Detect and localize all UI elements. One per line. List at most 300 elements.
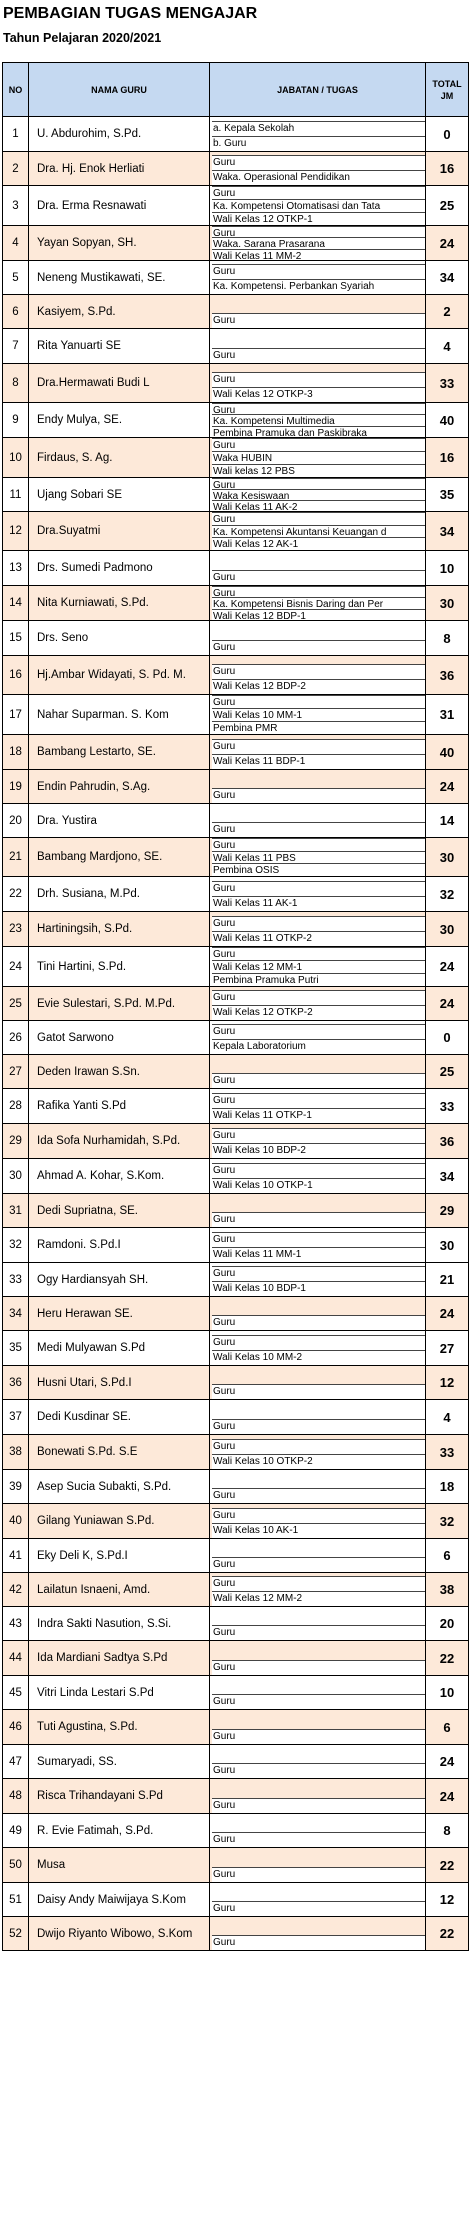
table-row bbox=[2, 1676, 469, 1710]
assignment-cell bbox=[210, 364, 426, 402]
column-header-total-jm: TOTAL JM bbox=[432, 78, 462, 101]
table-row bbox=[2, 438, 469, 478]
assignment-item: Wali Kelas 11 OTKP-2 bbox=[212, 931, 425, 946]
teacher-name: Husni Utari, S.Pd.I bbox=[29, 1366, 210, 1399]
assignment-cell bbox=[210, 551, 426, 585]
total-jm: 29 bbox=[439, 1203, 455, 1218]
assignment-item: Wali Kelas 12 MM-2 bbox=[212, 1591, 425, 1606]
table-row bbox=[2, 364, 469, 403]
assignment-item: Guru bbox=[212, 1508, 425, 1523]
table-row bbox=[2, 838, 469, 877]
teacher-name: Tini Hartini, S.Pd. bbox=[29, 947, 210, 986]
assignment-item: Guru bbox=[212, 226, 425, 237]
teacher-name: Neneng Mustikawati, SE. bbox=[29, 261, 210, 294]
assignment-item: Guru bbox=[212, 1266, 425, 1281]
total-jm: 40 bbox=[439, 744, 455, 760]
teacher-name: Tuti Agustina, S.Pd. bbox=[29, 1710, 210, 1744]
total-jm: 25 bbox=[439, 1064, 455, 1079]
table-row bbox=[2, 1435, 469, 1470]
assignment-cell bbox=[210, 117, 426, 151]
assignment-item: Guru bbox=[212, 570, 425, 585]
assignment-cell bbox=[210, 1573, 426, 1606]
row-number: 49 bbox=[3, 1814, 29, 1847]
table-row bbox=[2, 186, 469, 226]
teacher-name: Endin Pahrudin, S.Ag. bbox=[29, 770, 210, 803]
teacher-name: Deden Irawan S.Sn. bbox=[29, 1055, 210, 1088]
total-jm: 24 bbox=[439, 779, 455, 794]
row-number: 34 bbox=[3, 1297, 29, 1330]
row-number: 10 bbox=[3, 438, 29, 477]
assignment-cell bbox=[210, 1331, 426, 1365]
assignment-item: Guru bbox=[212, 947, 425, 960]
total-jm: 21 bbox=[439, 1272, 455, 1287]
total-jm: 31 bbox=[439, 707, 455, 722]
row-number: 23 bbox=[3, 912, 29, 946]
assignment-item: Wali kelas 12 PBS bbox=[212, 464, 425, 477]
assignment-item: Guru bbox=[212, 1419, 425, 1434]
assignment-cell bbox=[210, 1883, 426, 1916]
row-number: 38 bbox=[3, 1435, 29, 1469]
assignment-item: Guru bbox=[212, 1093, 425, 1108]
teacher-name: Dedi Kusdinar SE. bbox=[29, 1400, 210, 1434]
row-number: 30 bbox=[3, 1159, 29, 1193]
row-number: 4 bbox=[3, 226, 29, 260]
assignment-cell bbox=[210, 438, 426, 477]
assignment-item: Wali Kelas 11 AK-1 bbox=[212, 896, 425, 911]
table-row bbox=[2, 1055, 469, 1089]
row-number: 33 bbox=[3, 1263, 29, 1296]
assignment-cell bbox=[210, 621, 426, 655]
table-row bbox=[2, 1331, 469, 1366]
assignment-item: Guru bbox=[212, 1867, 425, 1882]
teacher-name: Bambang Lestarto, SE. bbox=[29, 735, 210, 769]
assignment-item: Guru bbox=[212, 1439, 425, 1454]
assignment-cell bbox=[210, 261, 426, 294]
assignment-item: Wali Kelas 12 OTKP-3 bbox=[212, 387, 425, 402]
assignment-item: Guru bbox=[212, 1729, 425, 1744]
row-number: 51 bbox=[3, 1883, 29, 1916]
table-row bbox=[2, 1814, 469, 1848]
teacher-name: Dra. Erma Resnawati bbox=[29, 186, 210, 225]
assignment-item: Wali Kelas 11 MM-1 bbox=[212, 1247, 425, 1262]
table-row bbox=[2, 1470, 469, 1504]
row-number: 50 bbox=[3, 1848, 29, 1882]
assignment-cell bbox=[210, 1676, 426, 1709]
assignment-item: Wali Kelas 10 AK-1 bbox=[212, 1523, 425, 1538]
total-jm: 25 bbox=[439, 198, 455, 213]
assignment-cell bbox=[210, 152, 426, 185]
row-number: 42 bbox=[3, 1573, 29, 1606]
row-number: 37 bbox=[3, 1400, 29, 1434]
table-row bbox=[2, 987, 469, 1021]
teacher-name: R. Evie Fatimah, S.Pd. bbox=[29, 1814, 210, 1847]
total-jm: 16 bbox=[439, 161, 455, 176]
teacher-name: Dra.Hermawati Budi L bbox=[29, 364, 210, 402]
assignment-item: Kepala Laboratorium bbox=[212, 1039, 425, 1054]
row-number: 43 bbox=[3, 1607, 29, 1640]
assignment-item: Guru bbox=[212, 264, 425, 279]
teacher-name: Medi Mulyawan S.Pd bbox=[29, 1331, 210, 1365]
document-subtitle: Tahun Pelajaran 2020/2021 bbox=[3, 31, 162, 45]
assignment-item: Wali Kelas 10 OTKP-1 bbox=[212, 1178, 425, 1193]
assignment-item: Wali Kelas 10 MM-2 bbox=[212, 1350, 425, 1365]
total-jm: 32 bbox=[439, 1513, 455, 1529]
table-body bbox=[2, 117, 469, 1951]
total-jm: 33 bbox=[439, 375, 455, 391]
row-number: 6 bbox=[3, 295, 29, 328]
assignment-item: Waka. Operasional Pendidikan bbox=[212, 170, 425, 185]
assignment-cell bbox=[210, 1470, 426, 1503]
assignment-item: Guru bbox=[212, 372, 425, 387]
assignment-item: Guru bbox=[212, 1128, 425, 1143]
assignment-cell bbox=[210, 1124, 426, 1158]
assignment-item: Guru bbox=[212, 990, 425, 1005]
table-row bbox=[2, 551, 469, 586]
assignment-cell bbox=[210, 1366, 426, 1399]
assignment-cell bbox=[210, 1848, 426, 1882]
table-row bbox=[2, 295, 469, 329]
assignment-item: Waka Kesiswaan bbox=[212, 489, 425, 500]
assignment-cell bbox=[210, 804, 426, 837]
assignment-item: Ka. Kompetensi Multimedia bbox=[212, 414, 425, 425]
assignment-item: Ka. Kompetensi. Perbankan Syariah bbox=[212, 279, 425, 294]
row-number: 22 bbox=[3, 877, 29, 911]
assignment-item: Guru bbox=[212, 1232, 425, 1247]
table-row bbox=[2, 1779, 469, 1814]
assignment-cell bbox=[210, 1607, 426, 1640]
teacher-name: Bonewati S.Pd. S.E bbox=[29, 1435, 210, 1469]
teacher-name: Evie Sulestari, S.Pd. M.Pd. bbox=[29, 987, 210, 1020]
assignment-item: Guru bbox=[212, 1625, 425, 1640]
assignment-cell bbox=[210, 186, 426, 225]
assignment-item: Guru bbox=[212, 512, 425, 525]
table-row bbox=[2, 1848, 469, 1883]
table-row bbox=[2, 152, 469, 186]
assignment-cell bbox=[210, 1539, 426, 1572]
assignment-item: Waka HUBIN bbox=[212, 451, 425, 464]
assignment-item: Guru bbox=[212, 1832, 425, 1847]
teacher-name: Risca Trihandayani S.Pd bbox=[29, 1779, 210, 1813]
assignment-item: Wali Kelas 11 AK-2 bbox=[212, 500, 425, 511]
assignment-item: Guru bbox=[212, 1335, 425, 1350]
total-jm: 14 bbox=[439, 813, 455, 828]
row-number: 27 bbox=[3, 1055, 29, 1088]
total-jm: 22 bbox=[439, 1926, 455, 1941]
teacher-name: Heru Herawan SE. bbox=[29, 1297, 210, 1330]
table-row bbox=[2, 621, 469, 656]
row-number: 45 bbox=[3, 1676, 29, 1709]
assignment-item: Wali Kelas 11 MM-2 bbox=[212, 249, 425, 260]
teacher-name: Gilang Yuniawan S.Pd. bbox=[29, 1504, 210, 1538]
assignment-cell bbox=[210, 735, 426, 769]
row-number: 26 bbox=[3, 1021, 29, 1054]
total-jm: 8 bbox=[443, 1823, 451, 1838]
table-row bbox=[2, 1917, 469, 1951]
assignment-item: Wali Kelas 12 AK-1 bbox=[212, 537, 425, 550]
row-number: 11 bbox=[3, 478, 29, 511]
assignment-item: Guru bbox=[212, 1935, 425, 1950]
assignment-cell bbox=[210, 912, 426, 946]
total-jm: 4 bbox=[443, 1409, 451, 1425]
table-row bbox=[2, 1124, 469, 1159]
table-row bbox=[2, 947, 469, 987]
teacher-name: Lailatun Isnaeni, Amd. bbox=[29, 1573, 210, 1606]
row-number: 48 bbox=[3, 1779, 29, 1813]
total-jm: 2 bbox=[443, 304, 451, 319]
assignment-item: Pembina Pramuka dan Paskibraka bbox=[212, 426, 425, 437]
assignment-item: Guru bbox=[212, 348, 425, 363]
total-jm: 32 bbox=[439, 886, 455, 902]
teacher-name: Hartiningsih, S.Pd. bbox=[29, 912, 210, 946]
assignment-cell bbox=[210, 1504, 426, 1538]
assignment-item: Ka. Kompetensi Bisnis Daring dan Per bbox=[212, 597, 425, 608]
assignment-item: Wali Kelas 12 OTKP-1 bbox=[212, 212, 425, 225]
column-header-jabatan-tugas: JABATAN / TUGAS bbox=[210, 63, 426, 116]
table-row bbox=[2, 877, 469, 912]
teacher-name: Dra. Hj. Enok Herliati bbox=[29, 152, 210, 185]
row-number: 21 bbox=[3, 838, 29, 876]
row-number: 31 bbox=[3, 1194, 29, 1227]
total-jm: 40 bbox=[439, 412, 455, 428]
teacher-name: Rafika Yanti S.Pd bbox=[29, 1089, 210, 1123]
assignment-cell bbox=[210, 1745, 426, 1778]
teacher-name: Dwijo Riyanto Wibowo, S.Kom bbox=[29, 1917, 210, 1950]
assignment-item: Guru bbox=[212, 1163, 425, 1178]
total-jm: 20 bbox=[439, 1616, 455, 1631]
document-title: PEMBAGIAN TUGAS MENGAJAR bbox=[3, 5, 258, 22]
table-row bbox=[2, 478, 469, 512]
assignment-cell bbox=[210, 1055, 426, 1088]
column-header-no: NO bbox=[3, 63, 29, 116]
total-jm: 6 bbox=[443, 1719, 451, 1735]
row-number: 25 bbox=[3, 987, 29, 1020]
table-row bbox=[2, 912, 469, 947]
assignment-item: Guru bbox=[212, 1212, 425, 1227]
assignment-cell bbox=[210, 1779, 426, 1813]
row-number: 39 bbox=[3, 1470, 29, 1503]
teacher-name: U. Abdurohim, S.Pd. bbox=[29, 117, 210, 151]
assignment-item: Guru bbox=[212, 822, 425, 837]
total-jm: 10 bbox=[439, 1685, 455, 1700]
assignment-cell bbox=[210, 295, 426, 328]
teacher-name: Yayan Sopyan, SH. bbox=[29, 226, 210, 260]
total-jm: 6 bbox=[443, 1548, 451, 1563]
total-jm: 30 bbox=[439, 1237, 455, 1253]
table-row bbox=[2, 1263, 469, 1297]
teacher-name: Drs. Seno bbox=[29, 621, 210, 655]
assignment-item: Guru bbox=[212, 1073, 425, 1088]
total-jm: 34 bbox=[439, 523, 455, 539]
assignment-cell bbox=[210, 226, 426, 260]
row-number: 40 bbox=[3, 1504, 29, 1538]
assignment-item: b. Guru bbox=[212, 136, 425, 151]
assignment-item: Guru bbox=[212, 788, 425, 803]
row-number: 18 bbox=[3, 735, 29, 769]
assignment-item: Guru bbox=[212, 1488, 425, 1503]
row-number: 19 bbox=[3, 770, 29, 803]
table-row bbox=[2, 1297, 469, 1331]
total-jm: 30 bbox=[439, 849, 455, 865]
assignment-cell bbox=[210, 1917, 426, 1950]
teacher-name: Musa bbox=[29, 1848, 210, 1882]
total-jm: 24 bbox=[439, 996, 455, 1011]
teacher-name: Daisy Andy Maiwijaya S.Kom bbox=[29, 1883, 210, 1916]
table-row bbox=[2, 1159, 469, 1194]
assignment-item: Guru bbox=[212, 1901, 425, 1916]
table-row bbox=[2, 1539, 469, 1573]
assignment-cell bbox=[210, 1400, 426, 1434]
row-number: 2 bbox=[3, 152, 29, 185]
table-row bbox=[2, 695, 469, 735]
table-row bbox=[2, 1021, 469, 1055]
assignment-cell bbox=[210, 512, 426, 550]
assignment-item: Wali Kelas 10 MM-1 bbox=[212, 708, 425, 721]
total-jm: 4 bbox=[443, 338, 451, 354]
assignment-item: Guru bbox=[212, 1576, 425, 1591]
assignment-cell bbox=[210, 1194, 426, 1227]
assignment-item: Guru bbox=[212, 1315, 425, 1330]
total-jm: 27 bbox=[439, 1340, 455, 1356]
teacher-name: Drh. Susiana, M.Pd. bbox=[29, 877, 210, 911]
teacher-name: Indra Sakti Nasution, S.Si. bbox=[29, 1607, 210, 1640]
assignment-item: Guru bbox=[212, 739, 425, 754]
total-jm: 8 bbox=[443, 630, 451, 646]
table-row bbox=[2, 403, 469, 438]
row-number: 7 bbox=[3, 329, 29, 363]
teacher-name: Dra. Yustira bbox=[29, 804, 210, 837]
assignment-item: Pembina Pramuka Putri bbox=[212, 973, 425, 986]
row-number: 52 bbox=[3, 1917, 29, 1950]
assignment-cell bbox=[210, 877, 426, 911]
row-number: 5 bbox=[3, 261, 29, 294]
teacher-name: Dedi Supriatna, SE. bbox=[29, 1194, 210, 1227]
teacher-name: Eky Deli K, S.Pd.I bbox=[29, 1539, 210, 1572]
row-number: 24 bbox=[3, 947, 29, 986]
total-jm: 34 bbox=[439, 270, 455, 285]
total-jm: 30 bbox=[439, 921, 455, 937]
teacher-name: Drs. Sumedi Padmono bbox=[29, 551, 210, 585]
row-number: 46 bbox=[3, 1710, 29, 1744]
assignment-item: Guru bbox=[212, 640, 425, 655]
row-number: 1 bbox=[3, 117, 29, 151]
assignment-item: Guru bbox=[212, 155, 425, 170]
table-row bbox=[2, 1228, 469, 1263]
assignment-cell bbox=[210, 1297, 426, 1330]
total-jm: 36 bbox=[439, 667, 455, 683]
total-jm: 22 bbox=[439, 1857, 455, 1873]
assignment-item: Guru bbox=[212, 1660, 425, 1675]
row-number: 47 bbox=[3, 1745, 29, 1778]
teacher-name: Ogy Hardiansyah SH. bbox=[29, 1263, 210, 1296]
table-row bbox=[2, 1089, 469, 1124]
teacher-name: Ujang Sobari SE bbox=[29, 478, 210, 511]
table-row bbox=[2, 1745, 469, 1779]
teacher-name: Ramdoni. S.Pd.I bbox=[29, 1228, 210, 1262]
total-jm: 35 bbox=[439, 487, 455, 502]
assignment-cell bbox=[210, 1710, 426, 1744]
table-row bbox=[2, 1710, 469, 1745]
assignment-cell bbox=[210, 1263, 426, 1296]
assignment-item: Guru bbox=[212, 695, 425, 708]
row-number: 14 bbox=[3, 586, 29, 620]
total-jm: 22 bbox=[439, 1650, 455, 1666]
assignment-item: Guru bbox=[212, 1763, 425, 1778]
assignment-item: Guru bbox=[212, 838, 425, 851]
assignment-cell bbox=[210, 1435, 426, 1469]
teacher-name: Asep Sucia Subakti, S.Pd. bbox=[29, 1470, 210, 1503]
teacher-name: Vitri Linda Lestari S.Pd bbox=[29, 1676, 210, 1709]
assignment-item: Guru bbox=[212, 881, 425, 896]
row-number: 41 bbox=[3, 1539, 29, 1572]
assignment-item: a. Kepala Sekolah bbox=[212, 121, 425, 136]
total-jm: 24 bbox=[439, 1306, 455, 1321]
assignment-item: Ka. Kompetensi Akuntansi Keuangan d bbox=[212, 525, 425, 538]
table-row bbox=[2, 770, 469, 804]
total-jm: 36 bbox=[439, 1133, 455, 1149]
total-jm: 33 bbox=[439, 1444, 455, 1460]
row-number: 9 bbox=[3, 403, 29, 437]
assignment-item: Guru bbox=[212, 438, 425, 451]
row-number: 8 bbox=[3, 364, 29, 402]
table-row bbox=[2, 1883, 469, 1917]
table-row bbox=[2, 1400, 469, 1435]
teacher-name: Rita Yanuarti SE bbox=[29, 329, 210, 363]
assignment-item: Guru bbox=[212, 313, 425, 328]
assignment-item: Wali Kelas 12 BDP-1 bbox=[212, 609, 425, 620]
row-number: 16 bbox=[3, 656, 29, 694]
total-jm: 38 bbox=[439, 1582, 455, 1597]
assignment-item: Guru bbox=[212, 916, 425, 931]
total-jm: 24 bbox=[439, 1788, 455, 1804]
total-jm: 12 bbox=[439, 1375, 455, 1390]
total-jm: 10 bbox=[439, 560, 455, 576]
total-jm: 34 bbox=[439, 1168, 455, 1184]
assignment-item: Guru bbox=[212, 1798, 425, 1813]
table-row bbox=[2, 117, 469, 152]
total-jm: 24 bbox=[439, 235, 455, 251]
total-jm: 24 bbox=[439, 959, 455, 974]
assignment-item: Guru bbox=[212, 1024, 425, 1039]
assignment-item: Pembina PMR bbox=[212, 721, 425, 734]
table-row bbox=[2, 586, 469, 621]
table-row bbox=[2, 735, 469, 770]
assignment-cell bbox=[210, 838, 426, 876]
assignment-item: Wali Kelas 11 OTKP-1 bbox=[212, 1108, 425, 1123]
assignment-item: Wali Kelas 12 MM-1 bbox=[212, 960, 425, 973]
assignment-item: Guru bbox=[212, 478, 425, 489]
assignment-item: Wali Kelas 10 BDP-1 bbox=[212, 1281, 425, 1296]
assignment-item: Wali Kelas 11 PBS bbox=[212, 851, 425, 864]
row-number: 44 bbox=[3, 1641, 29, 1675]
row-number: 15 bbox=[3, 621, 29, 655]
row-number: 28 bbox=[3, 1089, 29, 1123]
table-row bbox=[2, 512, 469, 551]
assignment-cell bbox=[210, 947, 426, 986]
assignment-item: Guru bbox=[212, 403, 425, 414]
row-number: 20 bbox=[3, 804, 29, 837]
assignment-cell bbox=[210, 329, 426, 363]
teacher-name: Nita Kurniawati, S.Pd. bbox=[29, 586, 210, 620]
teacher-name: Firdaus, S. Ag. bbox=[29, 438, 210, 477]
total-jm: 18 bbox=[439, 1479, 455, 1494]
assignment-item: Wali Kelas 10 OTKP-2 bbox=[212, 1454, 425, 1469]
teacher-name: Sumaryadi, SS. bbox=[29, 1745, 210, 1778]
teacher-name: Hj.Ambar Widayati, S. Pd. M. bbox=[29, 656, 210, 694]
assignment-cell bbox=[210, 1089, 426, 1123]
table-row bbox=[2, 261, 469, 295]
table-row bbox=[2, 804, 469, 838]
table-row bbox=[2, 1194, 469, 1228]
